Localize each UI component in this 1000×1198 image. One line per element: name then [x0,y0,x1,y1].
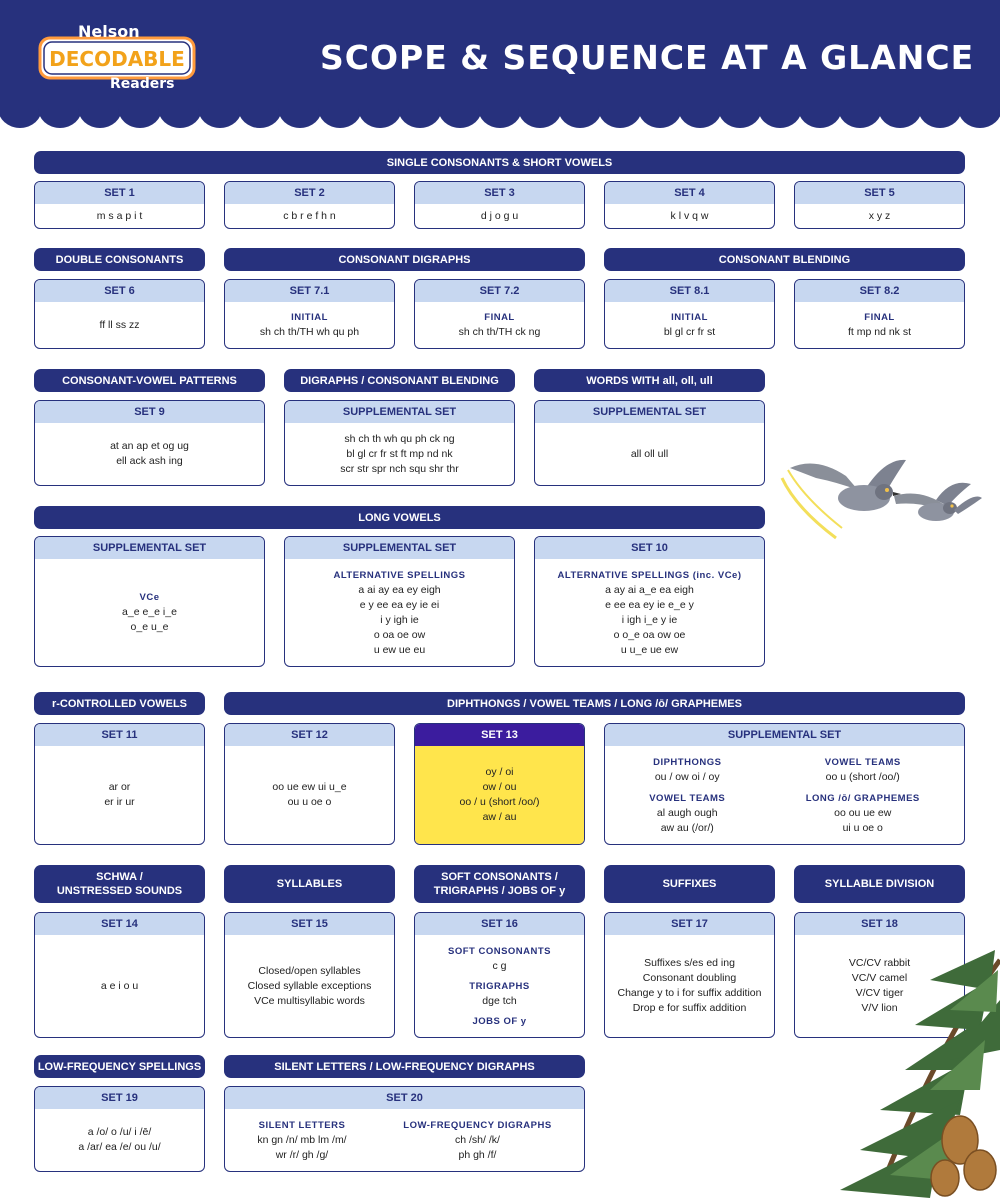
card-line: al augh ough [656,806,718,819]
card-title: SET 19 [35,1087,204,1109]
card-line: wr /r/ gh /g/ [275,1148,329,1161]
section-silent-letters: SILENT LETTERS / LOW-FREQUENCY DIGRAPHS [224,1055,585,1078]
card-title: SET 12 [225,724,394,746]
card-line: VC/V camel [851,972,908,984]
section-syllables: SYLLABLES [224,865,395,903]
card-set-19 [34,1086,205,1172]
section-soft-line: SOFT CONSONANTS / [441,871,558,883]
page-title: SCOPE & SEQUENCE AT A GLANCE [320,38,975,77]
card-set-12 [224,723,395,845]
card-subheading: TRIGRAPHS [469,980,530,992]
card-line: kn gn /n/ mb lm /m/ [257,1133,347,1146]
card-subheading: ALTERNATIVE SPELLINGS [333,569,466,581]
card-title: SET 10 [535,537,764,559]
card-line: aw / au [482,811,517,823]
card-line: oy / oi [485,766,514,778]
card-line: bl gl cr fr st ft mp nd nk [346,447,453,460]
card-line: x y z [868,209,891,222]
card-set-1 [34,181,205,229]
card-subheading: ALTERNATIVE SPELLINGS (inc. VCe) [557,569,742,581]
section-syllable-division: SYLLABLE DIVISION [794,865,965,903]
card-line: o oa oe ow [373,628,426,641]
card-line: bl gl cr fr st [663,326,716,338]
section-words-with: WORDS WITH all, oll, ull [534,369,765,392]
card-line: ft mp nd nk st [847,326,912,338]
card-line: u u_e ue ew [620,643,679,656]
logo-bottom-text: Readers [110,76,175,90]
card-line: Closed/open syllables [258,964,361,977]
card-subheading: VOWEL TEAMS [649,792,726,804]
card-line: a_e e_e i_e [122,606,177,618]
card-line: oo u (short /oo/) [825,770,900,783]
section-low-frequency: LOW-FREQUENCY SPELLINGS [34,1055,205,1078]
card-subheading: INITIAL [671,312,708,323]
card-set-5 [794,181,965,229]
pine-branch-illustration [820,940,1000,1198]
card-line: d j o g u [480,209,519,222]
card-set-8-1 [604,279,775,349]
card-line: V/V lion [861,1002,898,1014]
section-consonant-digraphs: CONSONANT DIGRAPHS [224,248,585,271]
card-line: i y igh ie [380,613,419,626]
card-title: SET 11 [35,724,204,746]
card-line: a /o/ o /u/ i /ē/ [87,1126,152,1138]
section-cv-patterns: CONSONANT-VOWEL PATTERNS [34,369,265,392]
card-line: all oll ull [630,447,669,460]
card-line: scr str spr nch squ shr thr [340,462,459,475]
section-double-consonants: DOUBLE CONSONANTS [34,248,205,271]
scalloped-edge [0,108,1000,130]
card-line: sh ch th wh qu ph ck ng [344,432,455,445]
section-schwa-line: UNSTRESSED SOUNDS [56,885,183,897]
card-title: SUPPLEMENTAL SET [35,537,264,559]
card-subheading: VCe [139,592,160,603]
card-line: dge tch [482,994,517,1007]
card-subheading: FINAL [484,312,515,323]
section-schwa [34,865,205,903]
card-title: SET 8.2 [795,280,964,302]
card-title: SET 17 [605,913,774,935]
card-set-17 [604,912,775,1038]
card-line: Closed syllable exceptions [247,979,372,992]
card-subheading: INITIAL [291,312,328,323]
card-title: SET 2 [225,182,394,204]
card-set-7-2 [414,279,585,349]
card-title: SET 15 [225,913,394,935]
card-supplemental-alt-spellings [284,536,515,667]
card-set-7-1 [224,279,395,349]
card-subheading: LONG /ō/ GRAPHEMES [805,792,920,804]
card-line: sh ch th/TH wh qu ph [259,326,360,338]
card-set-3 [414,181,585,229]
card-line: e ee ea ey ie e_e y [605,598,694,611]
card-line: ar or [108,781,131,793]
birds-illustration [776,448,986,548]
card-line: VCe multisyllabic words [254,994,365,1007]
logo [38,22,196,90]
card-line: a ay ai a_e ea eigh [605,583,694,596]
card-subheading: LOW-FREQUENCY DIGRAPHS [403,1119,552,1131]
card-line: a e i o u [100,979,139,992]
card-title: SET 7.2 [415,280,584,302]
card-line: k l v q w [670,209,709,222]
card-title: SET 14 [35,913,204,935]
card-line: o o_e oa ow oe [613,628,686,641]
card-title: SET 18 [795,913,964,935]
card-line: ch /sh/ /k/ [454,1133,500,1146]
card-line: ui u oe o [842,821,883,834]
card-supplemental-vce [34,536,265,667]
card-line: oo ue ew ui u_e [272,781,347,793]
card-subheading: SILENT LETTERS [258,1119,346,1131]
card-set-10 [534,536,765,667]
section-r-controlled: r-CONTROLLED VOWELS [34,692,205,715]
card-line: c b r e f h n [283,209,336,222]
card-line: a /ar/ ea /e/ ou /u/ [78,1141,161,1153]
card-title: SET 16 [415,913,584,935]
card-title: SET 20 [225,1087,584,1109]
card-line: VC/CV rabbit [848,957,911,969]
card-subheading: DIPHTHONGS [653,756,722,768]
card-line: aw au (/or/) [660,821,714,834]
card-line: V/CV tiger [855,987,904,999]
card-line: ff ll ss zz [99,318,140,331]
card-line: a ai ay ea ey eigh [358,583,441,596]
card-title: SET 5 [795,182,964,204]
card-title: SET 1 [35,182,204,204]
card-line: e y ee ea ey ie ei [359,598,440,611]
card-set-4 [604,181,775,229]
card-set-13 [414,723,585,845]
card-line: ow / ou [482,781,517,793]
card-set-20 [224,1086,585,1172]
card-line: ou u oe o [287,796,332,808]
section-soft-consonants [414,865,585,903]
card-line: sh ch th/TH ck ng [458,326,541,338]
card-set-14 [34,912,205,1038]
card-title: SET 6 [35,280,204,302]
card-set-8-2 [794,279,965,349]
card-line: Drop e for suffix addition [632,1002,747,1014]
card-set-2 [224,181,395,229]
card-line: m s a p i t [96,209,143,222]
card-title: SUPPLEMENTAL SET [285,537,514,559]
section-single-consonants: SINGLE CONSONANTS & SHORT VOWELS [34,151,965,174]
card-line: Consonant doubling [642,972,737,984]
card-title: SET 9 [35,401,264,423]
section-long-vowels: LONG VOWELS [34,506,765,529]
section-soft-line: TRIGRAPHS / JOBS OF y [433,885,566,897]
card-line: ell ack ash ing [116,455,183,467]
card-title: SUPPLEMENTAL SET [285,401,514,423]
section-diphthongs: DIPHTHONGS / VOWEL TEAMS / LONG /ō/ GRAPHEMES [224,692,965,715]
section-consonant-blending: CONSONANT BLENDING [604,248,965,271]
card-line: at an ap et og ug [110,440,189,452]
card-subheading: VOWEL TEAMS [824,756,901,768]
card-subheading: FINAL [864,312,895,323]
card-line: Suffixes s/es ed ing [644,957,735,969]
card-line: u ew ue eu [373,643,426,656]
card-title: SUPPLEMENTAL SET [605,724,964,746]
card-title: SET 4 [605,182,774,204]
card-title: SET 13 [415,724,584,746]
card-title: SUPPLEMENTAL SET [535,401,764,423]
card-title: SET 8.1 [605,280,774,302]
logo-main-text: DECODABLE [49,47,185,71]
card-line: o_e u_e [130,621,169,633]
logo-top-text: Nelson [78,22,140,41]
card-line: Change y to i for suffix addition [617,987,762,999]
card-line: ou / ow oi / oy [654,770,720,783]
card-set-9 [34,400,265,486]
card-line: oo ou ue ew [834,806,892,819]
section-digraphs-blending: DIGRAPHS / CONSONANT BLENDING [284,369,515,392]
card-set-11 [34,723,205,845]
card-line: oo / u (short /oo/) [459,796,540,808]
card-line: i igh i_e y ie [621,613,678,626]
card-supplemental-all-oll-ull [534,400,765,486]
section-schwa-line: SCHWA / [96,871,143,883]
card-line: ph gh /f/ [458,1148,497,1161]
card-line: er ir ur [104,796,135,808]
section-suffixes: SUFFIXES [604,865,775,903]
card-set-6 [34,279,205,349]
card-line: c g [492,959,507,972]
card-title: SET 3 [415,182,584,204]
card-supplemental-blending [284,400,515,486]
card-supplemental-diphthongs [604,723,965,845]
card-subheading: SOFT CONSONANTS [447,945,552,957]
card-set-16 [414,912,585,1038]
card-subheading: JOBS OF y [472,1015,527,1027]
card-title: SET 7.1 [225,280,394,302]
card-set-15 [224,912,395,1038]
